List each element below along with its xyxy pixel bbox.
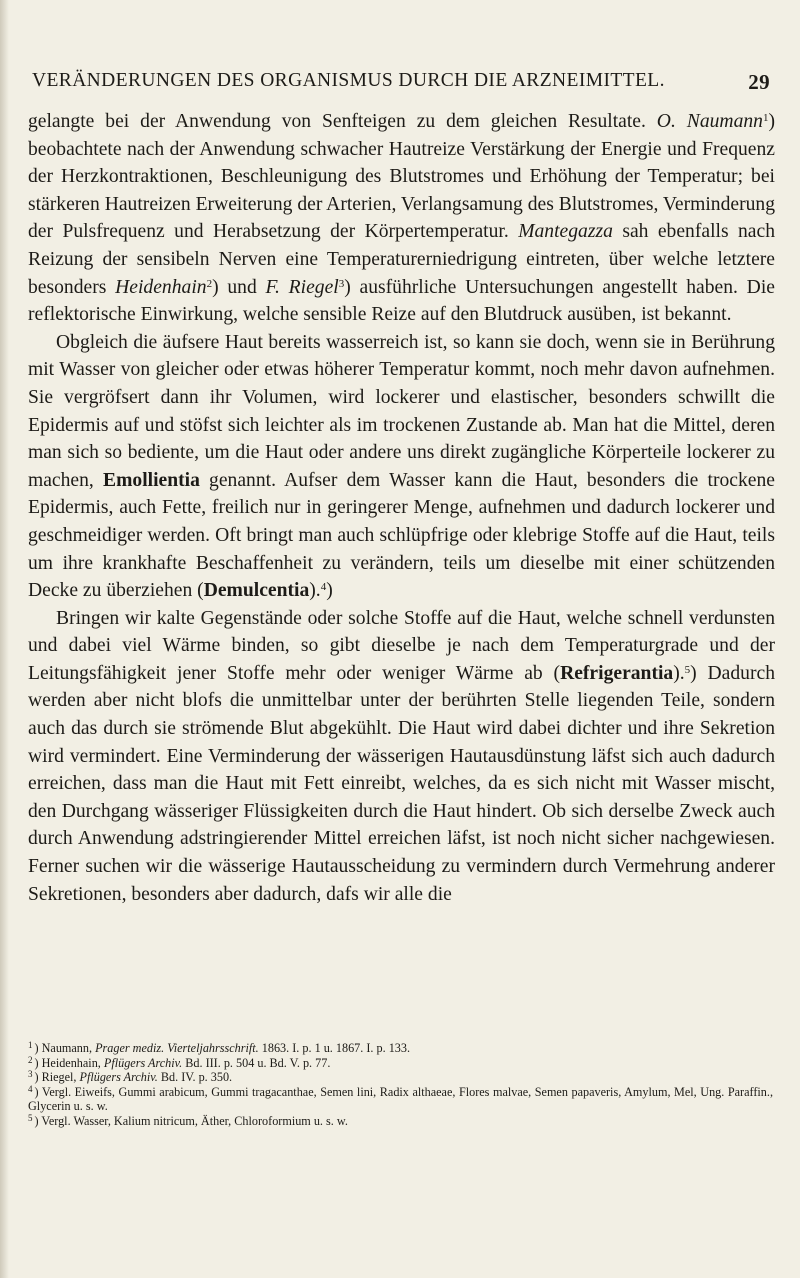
text-run: ). [673, 662, 685, 684]
footnotes [28, 1041, 773, 1129]
paragraph-3 [28, 605, 775, 909]
term-emollientia: Emollientia [103, 469, 200, 491]
author-name: Heidenhain [115, 276, 207, 298]
paragraph-2 [28, 329, 775, 605]
text-run: Obgleich die äufsere Haut bereits wasserreich ist, so kann sie doch, wenn sie in Berührung mit Wasser von gleicher oder etwas höherer Temperatur kommt, noch mehr davon aufnehmen. Sie vergröfsert dann ihr Volumen, wird lockerer und elastischer, besonders schwillt die Epidermis auf und stöfst sich leichter als im trockenen Zustande ab. Man hat die Mittel, deren man sich so bediente, um die Haut oder andere uns direkt zugängliche Körperteile lockerer zu machen, [28, 331, 775, 491]
text-run: Bringen wir kalte Gegenstände oder solche Stoffe auf die Haut, welche schnell verdunsten und dabei viel Wärme binden, so gibt dieselbe je nach dem Temperaturgrade und der Leitungsfähigkeit jener Stoffe mehr oder weniger Wärme ab ( [28, 607, 775, 684]
term-refrigerantia: Refrigerantia [560, 662, 674, 684]
page-header [32, 70, 772, 96]
footnote-2: $^2$ ) Heidenhain, Pflügers Archiv. Bd. III. p. 504 u. Bd. V. p. 77. [28, 1054, 331, 1070]
footnote-3: $^3$ ) Riegel, Pflügers Archiv. Bd. IV. p. 350. [28, 1069, 233, 1085]
footnote-ref: 2 [206, 277, 213, 290]
author-name: Mantegazza [518, 221, 613, 243]
page-number: 29 [748, 70, 770, 94]
text-run: ) beobachtete nach der Anwendung schwacher Hautreize Verstärkung der Energie und Frequenz der Herzkontraktionen, Beschleunigung des Blutstromes und Erhöhung der Temperatur; bei stärkeren Hautreizen Erweiterung der Arterien, Verlangsamung des Blutstromes, Verminderung der Pulsfrequenz und Herabsetzung der Körpertemperatur. [28, 111, 775, 243]
footnote-1: $^1$ ) Naumann, Prager mediz. Vierteljahrsschrift. 1863. I. p. 1 u. 1867. I. p. 133. [28, 1040, 411, 1055]
page-gutter-shadow [0, 0, 9, 1278]
footnote-ref: 3 [338, 277, 345, 290]
running-title: VERÄNDERUNGEN DES ORGANISMUS DURCH DIE ARZNEIMITTEL. [32, 70, 665, 91]
paragraph-1 [28, 108, 775, 329]
text-run: ) Dadurch werden aber nicht blofs die unmittelbar unter der berührten Stelle liegenden Teile, sondern auch das durch sie strömende Blut abgekühlt. Die Haut wird dabei dichter und ihre Sekretion wird vermindert. Eine Verminderung der wässerigen Hautausdünstung läfst sich auch dadurch erreichen, dass man die Haut mit Fett einreibt, welches, da es sich nicht mit Wasser mischt, den Durchgang wässeriger Flüssigkeiten durch die Haut hindert. Ob sich derselbe Zweck auch durch Anwendung adstringierender Mittel erreichen läfst, ist noch nicht sicher nachgewiesen. Ferner suchen wir die wässerige Hautausscheidung zu vermindern durch Vermehrung anderer Sekretionen, besonders aber dadurch, dafs wir alle die [28, 662, 775, 905]
footnote-5: $^5$ ) Vergl. Wasser, Kalium nitricum, Äther, Chloroformium u. s. w. [28, 1112, 348, 1128]
text-run: sah ebenfalls nach Reizung der sensibeln Nerven eine Temperaturerniedrigung eintreten, über welche letztere besonders [28, 221, 776, 298]
footnote-ref: 1 [762, 112, 769, 124]
main-text [28, 108, 775, 908]
author-name: F. Riegel [265, 276, 339, 298]
text-run: genannt. Aufser dem Wasser kann die Haut, besonders die trockene Epidermis, auch Fette, freilich nur in geringerer Menge, aufnehmen und dadurch lockerer und geschmeidiger werden. Oft bringt man auch schlüpfrige oder klebrige Stoffe auf die Haut, teils um ihre krankhafte Beschaffenheit zu verändern, teils um dieselbe mit einer schützenden Decke zu überziehen ( [28, 469, 775, 602]
footnote-ref: 4 [320, 581, 327, 594]
author-name: O. Naumann [656, 111, 763, 132]
text-run: ) und [212, 276, 266, 298]
term-demulcentia: Demulcentia [203, 580, 310, 602]
text-run: gelangte bei der Anwendung von Senfteigen zu dem gleichen Resultate. [28, 111, 657, 132]
footnote-ref: 5 [684, 663, 691, 676]
text-run: ) ausführliche Untersuchungen angestellt haben. Die reflektorische Einwirkung, welche sensible Reize auf den Blutdruck ausüben, ist bekannt. [28, 276, 775, 326]
text-run: ). [309, 580, 321, 602]
text-run: ) [326, 580, 333, 602]
footnote-4: $^4$ ) Vergl. Eiweifs, Gummi arabicum, Gummi tragacanthae, Semen lini, Radix althaeae, Flores malvae, Semen papaveris, Amylum, Mel, Ung. Paraffin., Glycerin u. s. w. [28, 1083, 773, 1114]
